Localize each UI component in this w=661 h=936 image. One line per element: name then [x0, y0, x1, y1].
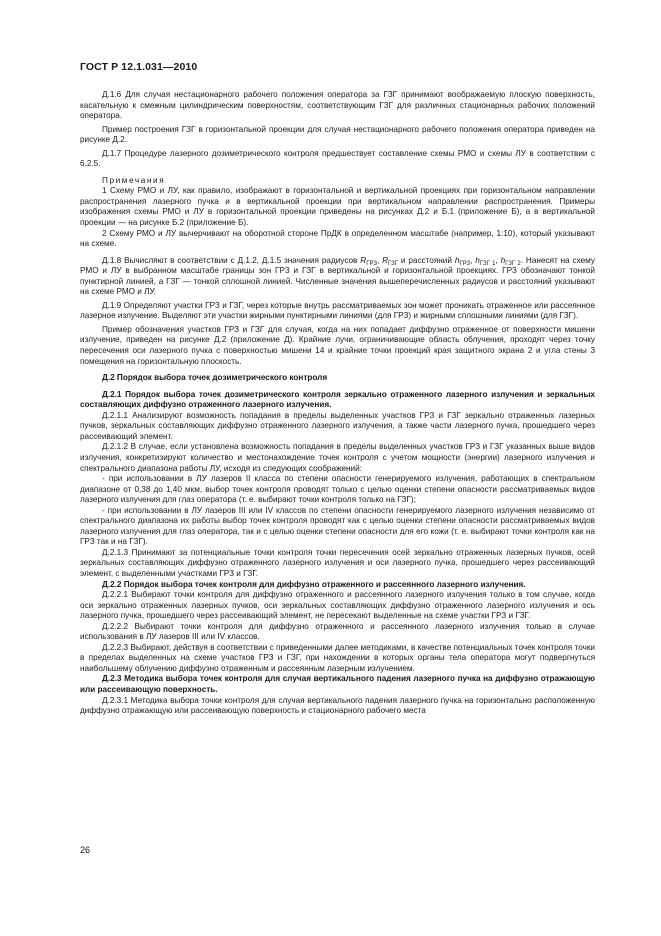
paragraph-example-marking: Пример обозначения участков ГРЗ и ГЗГ для случая, когда на них попадает диффузно отраженное от поверхности мишени излучение, приведен на рисунке Д.2 (приложение Д). Крайние лучи, ограничивающие область облучения, проходят через точку пересечения оси лазерного пучка с поверхностью мишени 14 и крайние точки проекций края защитного экрана 2 и угла стены 3 помещения на горизонтальную плоскость. — [80, 324, 595, 366]
subscript-grz: ГРЗ — [366, 260, 377, 267]
paragraph-d221: Д.2.2.1 Выбирают точки контроля для диффузно отраженного и рассеянного лазерного излучения только в том случае, когда оси зеркально отраженных лазерных пучков, оси зеркальных составляющих диффузно отраженного лазерного излучения и ось лазерного пучка, прошедшего через рассеивающий элемент, не пересекают выделенные на схеме участки ГРЗ и ГЗГ. — [80, 590, 595, 621]
d18-text-3: . Нанесят на схему РМО и ЛУ в выбранном масштабе границы зон ГРЗ и ГЗГ в вертикальной и горизонтальной проекциях. ГРЗ обозначают тонкой пунктирной линией, а ГЗГ — тонкой сплошной линией. Численные значения вышеперечисленных радиусов и расстояний указывают на схеме РМО и ЛУ. — [80, 255, 595, 297]
document-header: ГОСТ Р 12.1.031—2010 — [80, 61, 198, 73]
document-body — [80, 90, 595, 717]
paragraph-d223: Д.2.2.3 Выбирают, действуя в соответствии с приведенными далее методиками, в качестве потенциальных точек контроля точки в пределах выделенных на схеме участков ГРЗ и ГЗГ, при нахождении в которых органы тела оператора могут подвергнуться наибольшему облучению диффузно отраженным и рассеянным лазерным излучением. — [80, 642, 595, 673]
page-number: 26 — [80, 845, 91, 855]
subsection-heading-d23: Д.2.3 Методика выбора точек контроля для случая вертикального падения лазерного пучка на диффузно отражающую или рассеивающую поверхность. — [80, 674, 595, 694]
paragraph-d18: Д.1.8 Вычисляют в соответствии с Д.1.2, Д.1.5 значения радиусов $R_{ГРЗ}$, $R_{ГЗГ}$ и расстояний $h_{ГРЗ}$, $h_{ГЗГ 1}$, $h_{ГЗГ 2}$. Нанесят на схему РМО и ЛУ в выбранном масштабе границы зон ГРЗ и ГЗГ в вертикальной и горизонтальной проекциях. ГРЗ обозначают тонкой пунктирной линией, а ГЗГ — тонкой сплошной линией. Численные значения вышеперечисленных радиусов и расстояний указывают на схеме РМО и ЛУ. — [80, 255, 595, 297]
paragraph-d231: Д.2.3.1 Методика выбора точки контроля для случая вертикального падения лазерного пучка на горизонтально расположенную диффузно отражающую или рассеивающую поверхность и стационарного рабочего места — [80, 695, 595, 716]
note-2: 2 Схему РМО и ЛУ вычерчивают на оборотной стороне ПрДК в определенном масштабе (например, 1:10), который указывают на схеме. — [80, 228, 595, 249]
symbol-h-gzg1: h — [475, 255, 480, 265]
paragraph-d19: Д.1.9 Определяют участки ГРЗ и ГЗГ, через которые внутрь рассматриваемых зон может проникать отраженное или рассеянное лазерное излучение. Выделяют эти участки жирными пунктирными линиями (для ГРЗ) и жирными сплошными линиями (для ГЗГ). — [80, 300, 595, 321]
symbol-h-gzg2: h — [500, 255, 506, 265]
paragraph-d213: Д.2.1.3 Принимают за потенциальные точки контроля точки пересечения осей зеркально отраженных лазерных пучков, осей зеркальных составляющих диффузно отраженного лазерного излучения и оси лазерного пучка, прошедшего через рассеивающий элемент, с выделенными участками ГРЗ и ГЗГ. — [80, 547, 595, 578]
symbol-r-gzg: R — [382, 255, 389, 265]
symbol-r-grz: R — [360, 255, 367, 265]
d18-text-2: и расстояний — [398, 255, 455, 265]
symbol-h-grz: h — [454, 255, 460, 265]
subscript-gzg1: ГЗГ 1 — [479, 260, 496, 267]
paragraph-d212: Д.2.1.2 В случае, если установлена возможность попадания в пределы выделенных участков ГРЗ и ГЗГ указанных выше видов излучения, конкретизируют количество и местонахождение точек контроля с учетом мощности (энергии) лазерного излучения и спектрального диапазона работы ЛУ, исходя из следующих соображений: — [80, 442, 595, 473]
paragraph-example-d2: Пример построения ГЗГ в горизонтальной проекции для случая нестационарного рабочего положения оператора приведен на рисунке Д.2. — [80, 124, 595, 145]
section-heading-d2: Д.2 Порядок выбора точек дозиметрического контроля — [102, 373, 328, 383]
paragraph-d16: Д.1.6 Для случая нестационарного рабочего положения оператора за ГЗГ принимают воображаемую плоскую поверхность, касательную к смежным цилиндрическим поверхностям, соответствующим ГЗГ для различных стационарных рабочих положений оператора. — [80, 90, 595, 121]
list-item-class-3-4: - при использовании в ЛУ лазеров III или IV классов по степени опасности генерируемого лазерного излучения независимо от спектрального диапазона их работы выбор точек контроля проводят как с целью оценки степени опасности рассматриваемых видов лазерного излучения для глаз оператора, так и с целью оценки степени опасности для его кожи (т. е. выбирают точки контроля как на ГРЗ так и на ГЗГ). — [80, 505, 595, 547]
notes-title: Примечания — [102, 175, 166, 185]
paragraph-d17: Д.1.7 Процедуре лазерного дозиметрического контроля предшествует составление схемы РМО и схемы ЛУ в соответствии с 6.2.5. — [80, 148, 595, 169]
subscript-gzg2: ГЗГ 2 — [505, 260, 521, 267]
note-1: 1 Схему РМО и ЛУ, как правило, изображают в горизонтальной и вертикальной проекциях при горизонтальном направлении распространения лазерного пучка и в вертикальной проекции при вертикальном направлении распространения. Примеры изображения схемы РМО и ЛУ в горизонтальной проекции приведены на рисунках Д.2 и Б.1 (приложение Б), а в вертикальной проекции — на рисунке Б.2 (приложение Б). — [80, 186, 595, 228]
subsection-heading-d21: Д.2.1 Порядок выбора точек дозиметрического контроля зеркально отраженного лазерного излучения и зеркальных составляющих диффузно отраженного лазерного излучения. — [80, 389, 595, 410]
subscript-gzg: ГЗГ — [388, 260, 399, 267]
paragraph-d222: Д.2.2.2 Выбирают точки контроля для диффузно отраженного и рассеянного лазерного излучения только в случае использования в ЛУ лазеров III или IV классов. — [80, 621, 595, 642]
d18-text-1: Д.1.8 Вычисляют в соответствии с Д.1.2, Д.1.5 значения радиусов — [102, 255, 361, 265]
subsection-heading-d22: Д.2.2 Порядок выбора точек контроля для диффузно отраженного и рассеянного лазерного излучения. — [102, 579, 526, 589]
list-item-class-2: - при использовании в ЛУ лазеров II класса по степени опасности генерируемого излучения, работающих в спектральном диапазоне от 0,38 до 1,40 мкм, выбор точек контроля проводят только с целью оценки степени опасности рассматриваемых видов лазерного излучения для глаз оператора (т. е. выбирают точки контроля только на ГЗГ); — [80, 474, 595, 505]
paragraph-d211: Д.2.1.1 Анализируют возможность попадания в пределы выделенных участков ГРЗ и ГЗГ зеркально отраженных лазерных пучков, зеркальных составляющих диффузно отраженного лазерного излучения, а также части лазерного пучка, прошедшего через рассеивающий элемент. — [80, 410, 595, 441]
